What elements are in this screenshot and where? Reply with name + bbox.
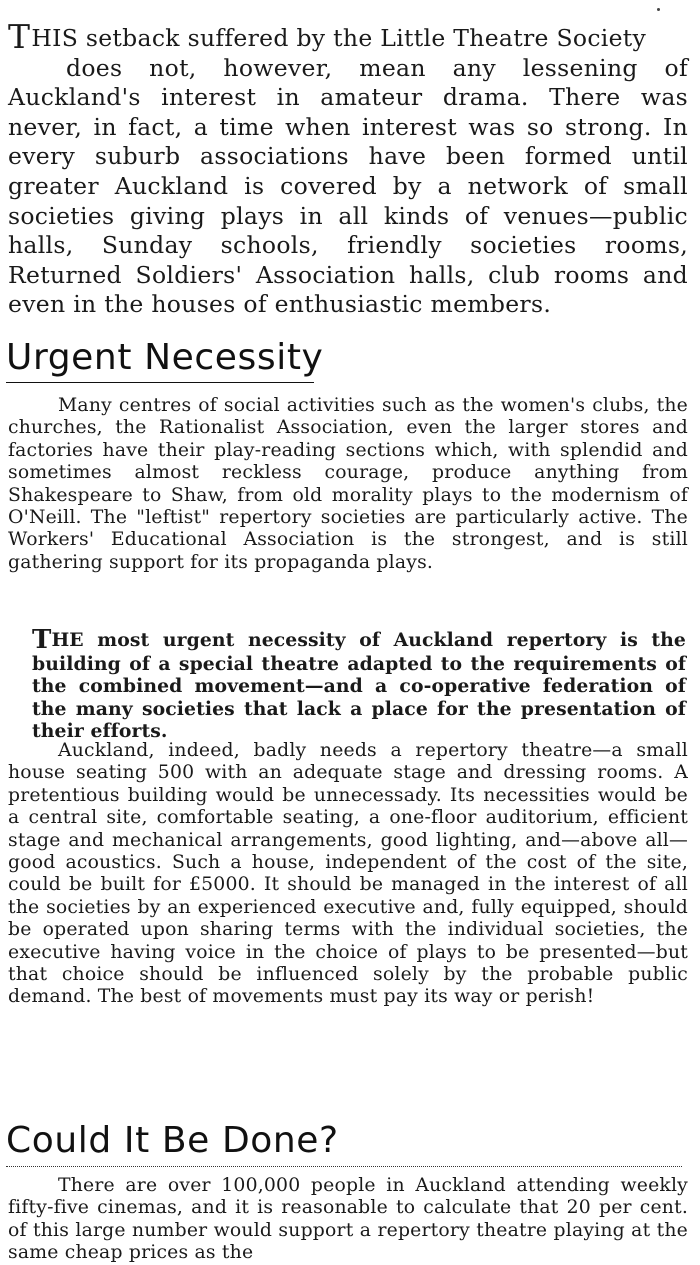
heading-dotted-rule — [6, 1166, 682, 1167]
print-speck — [657, 8, 660, 11]
intro-paragraph — [8, 17, 688, 320]
intro-body: does not, however, mean any lessening of Auckland's interest in amateur drama. There was never, in fact, a time when interest was so strong. In every suburb associations have been formed until greater Auckland is covered by a network of small societies giving plays in all kinds of venues—public halls, Sunday schools, friendly societies rooms, Returned Soldiers' Association halls, club rooms and even in the houses of enthusiastic members. — [8, 53, 688, 319]
heading-underline — [6, 382, 314, 383]
paragraph-repertory-theatre: Auckland, indeed, badly needs a repertory theatre—a small house seating 500 with an adequate stage and dressing rooms. A pretentious building would be unnecessady. Its necessities would be a central site, comfortable seating, a one-floor auditorium, efficient stage and mechanical arrangements, good lighting, and—above all—good acoustics. Such a house, independent of the cost of the site, could be built for £5000. It should be managed in the interest of all the societies by an experienced executive and, fully equipped, should be operated upon sharing terms with the individual societies, the executive having voice in the choice of plays to be presented—but that choice should be influenced solely by the probable public demand. The best of movements must pay its way or perish! — [8, 740, 688, 1008]
callout-paragraph — [32, 627, 686, 743]
heading-could-it-be-done: Could It Be Done? — [6, 1120, 339, 1161]
intro-first-line: HIS setback suffered by the Little Theatre Society — [31, 24, 647, 52]
intro-drop-cap: T — [8, 17, 31, 56]
callout-text: HE most urgent necessity of Auckland repertory is the building of a special theatre adapted to the requirements of the combined movement—and a co-operative federation of the many societies that lack a place for the presentation of their efforts. — [32, 629, 686, 743]
callout-drop-cap: T — [32, 625, 52, 655]
heading-urgent-necessity: Urgent Necessity — [6, 337, 324, 378]
paragraph-cinema-audience: There are over 100,000 people in Auckland attending weekly fifty-five cinemas, and it is reasonable to calculate that 20 per cent. of this large number would support a repertory theatre playing at the same cheap prices as the — [8, 1175, 688, 1264]
paragraph-social-activities: Many centres of social activities such as the women's clubs, the churches, the Rationalist Association, even the larger stores and factories have their play-reading sections which, with splendid and sometimes almost reckless courage, produce anything from Shakespeare to Shaw, from old morality plays to the modernism of O'Neill. The "leftist" repertory societies are particularly active. The Workers' Educational Association is the strongest, and is still gathering support for its propaganda plays. — [8, 395, 688, 573]
